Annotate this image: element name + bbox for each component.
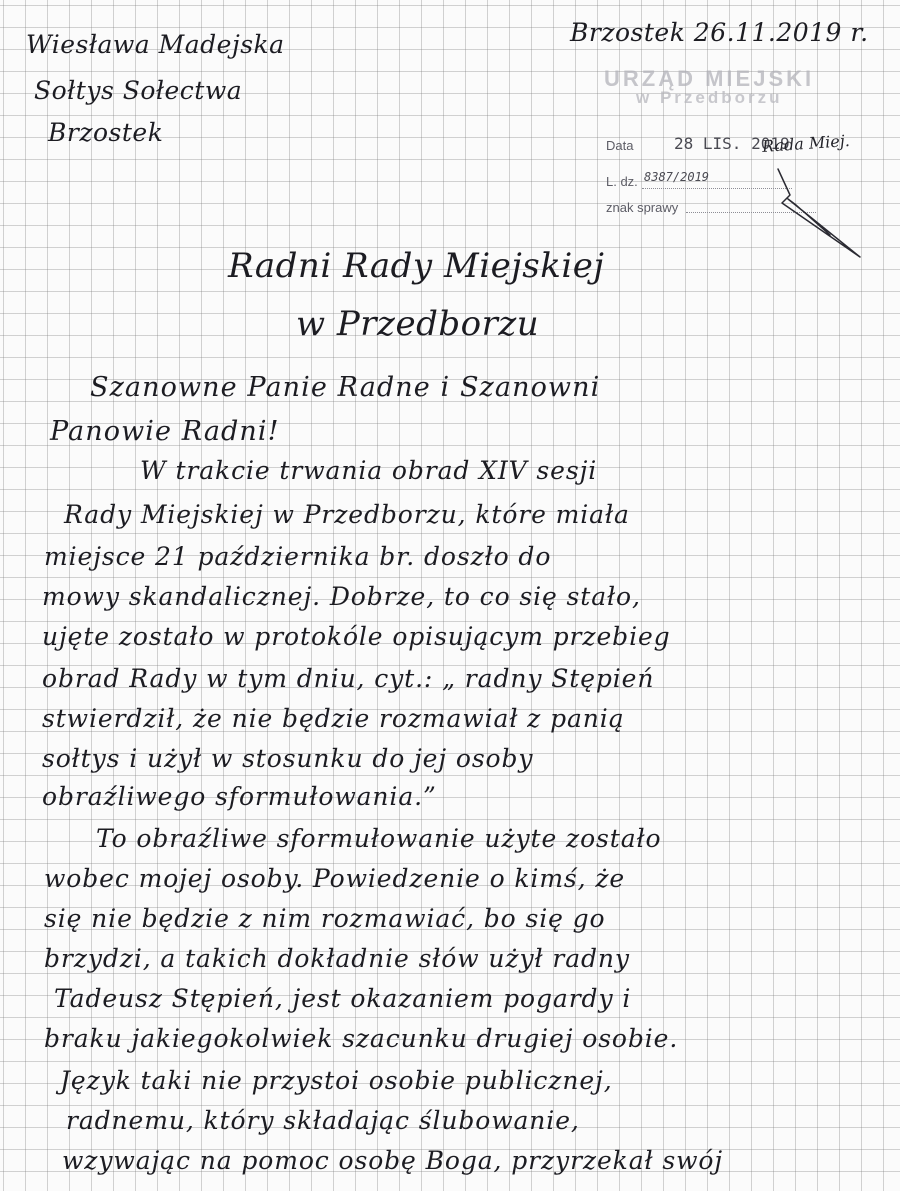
stamp-office-town: w Przedborzu: [636, 88, 783, 107]
signature-stroke-icon: [770, 165, 870, 265]
addressee-line-1: Radni Rady Miejskiej: [228, 246, 605, 286]
body-line: obraźliwego sformułowania.”: [42, 782, 437, 811]
sender-locality: Brzostek: [48, 118, 164, 147]
stamp-date-label: Data: [606, 138, 634, 153]
body-line: Tadeusz Stępień, jest okazaniem pogardy i: [54, 984, 632, 1013]
body-line: wobec mojej osoby. Powiedzenie o kimś, że: [44, 864, 626, 893]
body-line: braku jakiegokolwiek szacunku drugiej osobie.: [44, 1024, 679, 1053]
body-line: obrad Rady w tym dniu, cyt.: „ radny Stępień: [42, 664, 655, 693]
body-line: stwierdził, że nie będzie rozmawiał z panią: [42, 704, 625, 733]
sender-title: Sołtys Sołectwa: [34, 76, 243, 105]
body-line: To obraźliwe sformułowanie użyte zostało: [96, 824, 662, 853]
body-line: mowy skandalicznej. Dobrze, to co się stało,: [42, 582, 641, 611]
stamp-date-value: 28 LIS. 2019: [674, 134, 790, 153]
body-line: Rady Miejskiej w Przedborzu, które miała: [64, 500, 630, 529]
sender-name: Wiesława Madejska: [26, 30, 285, 59]
body-line: ujęte zostało w protokóle opisującym przebieg: [42, 622, 671, 651]
letter-date: Brzostek 26.11.2019 r.: [570, 18, 869, 47]
body-line: W trakcie trwania obrad XIV sesji: [140, 456, 598, 485]
salutation-line-2: Panowie Radni!: [50, 416, 280, 447]
stamp-office-name: URZĄD MIEJSKI: [604, 66, 815, 91]
body-line: wzywając na pomoc osobę Boga, przyrzekał swój: [62, 1146, 724, 1175]
body-line: radnemu, który składając ślubowanie,: [66, 1106, 580, 1135]
body-line: się nie będzie z nim rozmawiać, bo się go: [44, 904, 606, 933]
body-line: sołtys i użył w stosunku do jej osoby: [42, 744, 534, 773]
salutation-line-1: Szanowne Panie Radne i Szanowni: [90, 372, 601, 403]
stamp-ref-label: L. dz.: [606, 174, 638, 189]
addressee-line-2: w Przedborzu: [296, 304, 540, 344]
body-line: brzydzi, a takich dokładnie słów użył radny: [44, 944, 630, 973]
registry-signature: Rada Miej.: [761, 130, 851, 157]
body-line: miejsce 21 października br. doszło do: [44, 542, 552, 571]
stamp-case-label: znak sprawy: [606, 200, 679, 215]
stamp-ref-value: 8387/2019: [644, 170, 710, 184]
body-line: Język taki nie przystoi osobie publicznej,: [60, 1066, 613, 1095]
